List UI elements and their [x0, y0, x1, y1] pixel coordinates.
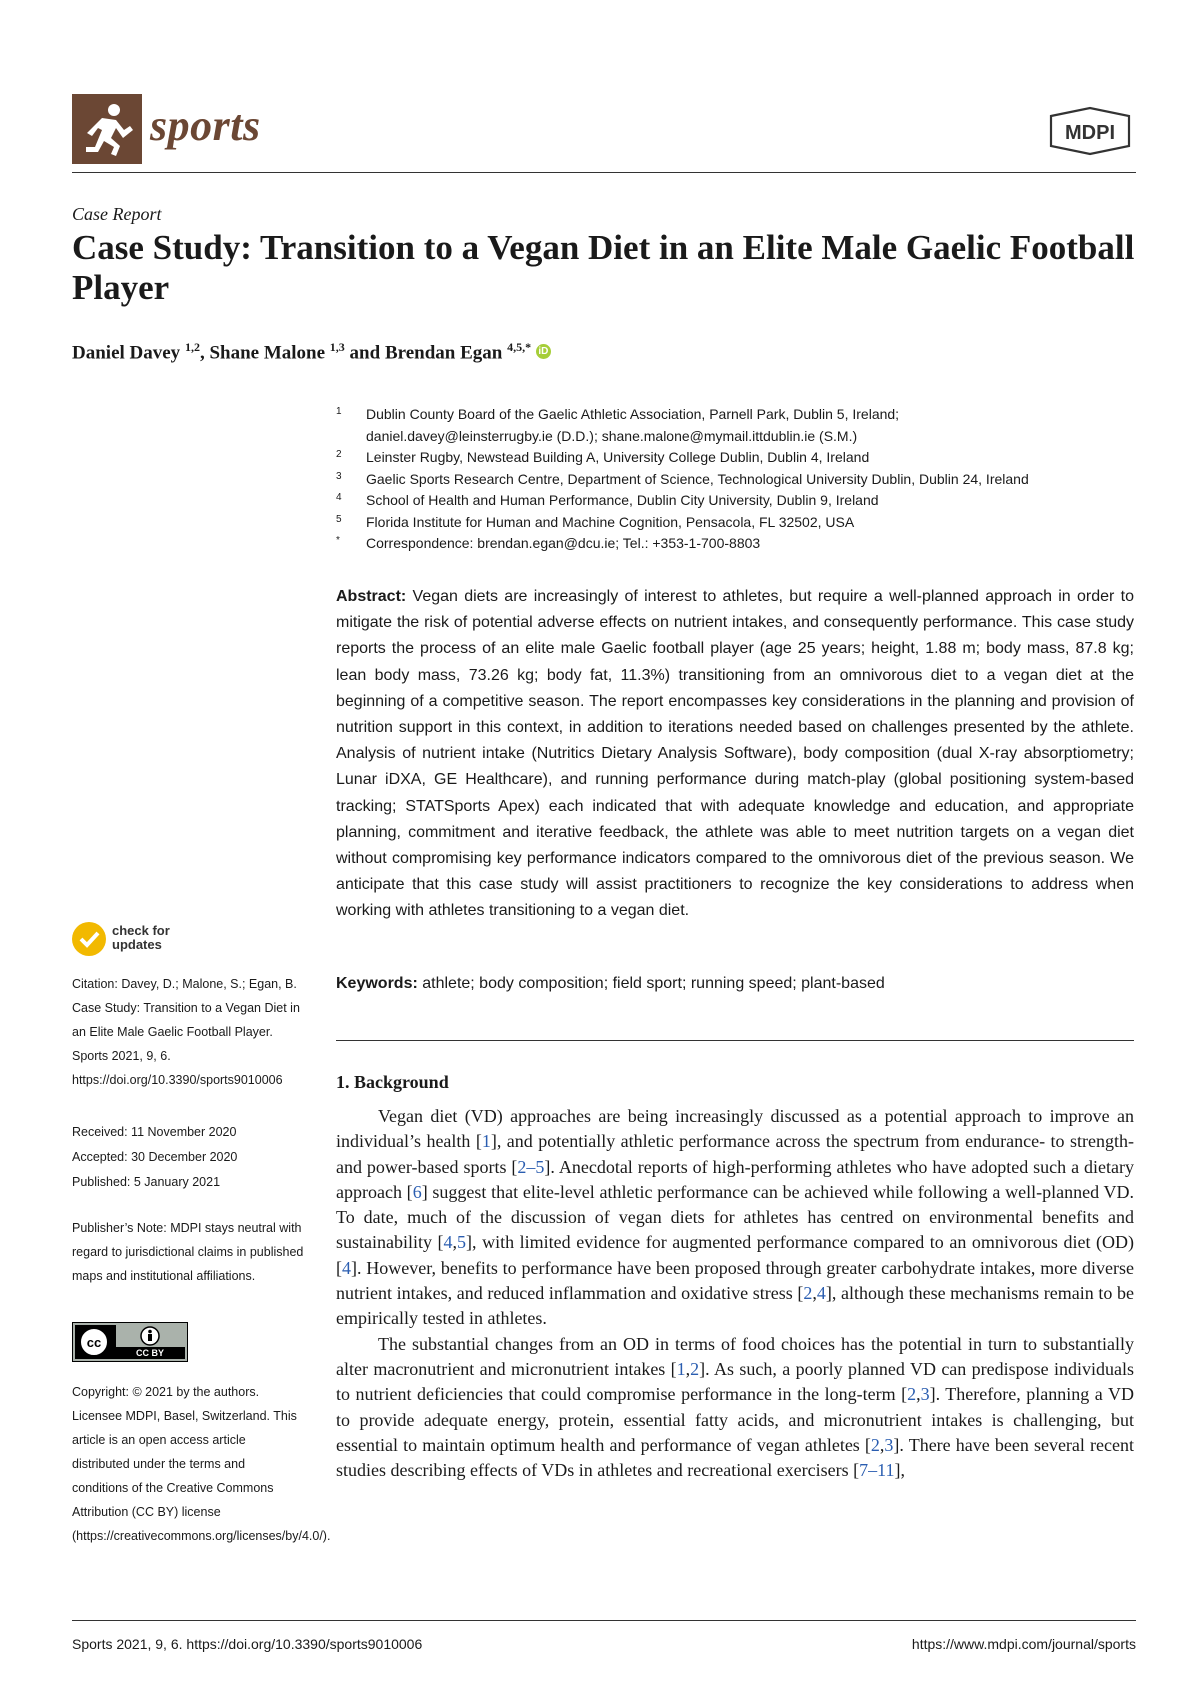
- footer-rule: [72, 1620, 1136, 1621]
- paragraph-text: ],: [894, 1460, 905, 1481]
- citation-link[interactable]: 3: [884, 1434, 894, 1455]
- citation-link[interactable]: 1: [676, 1358, 686, 1379]
- citation-link[interactable]: 7–11: [859, 1460, 895, 1481]
- paragraph-text: ] suggest that elite-level athletic performance can be achieved while following a well-planned VD. To date, much of the discussion of vegan diets for athletes has centred on environmental benefits and sustainability [: [336, 1181, 1134, 1253]
- citation-link[interactable]: 6: [412, 1181, 422, 1202]
- abstract-text: Vegan diets are increasingly of interest to athletes, but require a well-planned approach in order to mitigate the risk of potential adverse effects on nutrient intakes, and consequently performance. This case study reports the process of an elite male Gaelic football player (age 25 years; height, 1.88 m; body mass, 87.8 kg; lean body mass, 73.26 kg; body fat, 11.3%) transitioning from an omnivorous diet to a vegan diet at the beginning of a competitive season. The report encompasses key considerations in the planning and provision of nutrition support in this context, in addition to iterations needed based on challenges presented by the athlete. Analysis of nutrient intake (Nutritics Dietary Analysis Software), body composition (dual X-ray absorptiometry; Lunar iDXA, GE Healthcare), and running performance during match-play (global positioning system-based tracking; STATSports Apex) each indicated that with adequate knowledge and education, and appropriate planning, commitment and iterative feedback, the athlete was able to meet nutrition targets on a vegan diet without compromising key performance indicators compared to the omnivorous diet of the previous season. We anticipate that this case study will assist practitioners to recognize the key considerations to address when working with athletes transitioning to a vegan diet.: [336, 588, 1134, 920]
- author-name: Brendan Egan: [384, 342, 503, 364]
- keywords-text: athlete; body composition; field sport; running speed; plant-based: [422, 975, 885, 992]
- citation-link[interactable]: 3: [920, 1384, 930, 1405]
- paragraph-text: ], with limited evidence for augmented performance compared to an omnivorous diet (OD) [: [336, 1232, 1134, 1278]
- journal-url[interactable]: https://www.mdpi.com/journal/sports: [911, 1636, 1136, 1652]
- publisher-name: MDPI: [1065, 122, 1115, 144]
- citation-link[interactable]: 4: [342, 1257, 351, 1278]
- author-affiliation-marks: 4,5,*: [507, 340, 532, 354]
- author-affiliation-marks: 1,3: [329, 340, 345, 354]
- citation-link[interactable]: 2: [907, 1384, 917, 1405]
- body-paragraph: [336, 1104, 1134, 1332]
- article-title: Case Study: Transition to a Vegan Diet in an Elite Male Gaelic Football Player: [72, 228, 1135, 307]
- checkmark-icon: [72, 922, 106, 956]
- paragraph-text: Vegan diet (VD) approaches are being increasingly discussed as a potential approach to improve an individual’s health [: [336, 1106, 1134, 1152]
- author-name: Daniel Davey: [72, 342, 181, 364]
- citation-link[interactable]: 4: [816, 1283, 826, 1304]
- paragraph-text: The substantial changes from an OD in terms of food choices has the potential in turn to substantially alter macronutrient and micronutrient intakes [: [336, 1333, 1134, 1379]
- check-for-updates-label: check for updates: [112, 923, 170, 952]
- affiliation: 2 Leinster Rugby, Newstead Building A, University College Dublin, Dublin 4, Ireland: [336, 449, 870, 465]
- svg-text:cc: cc: [86, 1335, 102, 1350]
- journal-name: sports: [150, 101, 261, 150]
- abstract: [336, 584, 1134, 925]
- citation-link[interactable]: 2–5: [517, 1156, 545, 1177]
- footer-citation: Sports 2021, 9, 6. https://doi.org/10.3390/sports9010006: [72, 1636, 423, 1652]
- section-heading: 1. Background: [336, 1072, 449, 1092]
- body-paragraph: [336, 1332, 1134, 1484]
- mdpi-logo: [1045, 106, 1135, 156]
- affiliation: 4 School of Health and Human Performance, Dublin City University, Dublin 9, Ireland: [336, 492, 879, 508]
- copyright-notice: Copyright: © 2021 by the authors. Licensee MDPI, Basel, Switzerland. This article is an open access article distributed under the terms and conditions of the Creative Commons Attribution (CC BY) license (https://creativecommons.org/licenses/by/4.0/).: [72, 1385, 331, 1543]
- affiliation: 1 Dublin County Board of the Gaelic Athletic Association, Parnell Park, Dublin 5, Ireland;: [336, 406, 900, 422]
- paragraph-text: ]. There have been several recent studies describing effects of VDs in athletes and recreational exercisers [: [336, 1434, 1134, 1481]
- paragraph-text: ,: [452, 1232, 458, 1253]
- section-body: [336, 1104, 1134, 1483]
- citation-link[interactable]: 5: [457, 1232, 467, 1253]
- received-date: Received: 11 November 2020: [72, 1125, 237, 1139]
- paragraph-text: ]. As such, a poorly planned VD can predispose individuals to nutrient deficiencies that could compromise performance in the long-term [: [336, 1358, 1134, 1405]
- citation-link[interactable]: 4: [443, 1232, 453, 1253]
- citation-link[interactable]: 2: [870, 1434, 880, 1455]
- published-date: Published: 5 January 2021: [72, 1175, 221, 1189]
- author-affiliation-marks: 1,2: [184, 340, 200, 354]
- citation: Citation: Davey, D.; Malone, S.; Egan, B. Case Study: Transition to a Vegan Diet in an Elite Male Gaelic Football Player. Sports 2021, 9, 6. https://doi.org/10.3390/sports9010006: [72, 977, 300, 1087]
- abstract-label: Abstract:: [336, 588, 407, 605]
- paragraph-text: ,: [916, 1384, 921, 1405]
- header-rule: [72, 172, 1136, 173]
- paragraph-text: ]. Therefore, planning a VD to provide adequate energy, protein, essential fatty acids, and micronutrient intakes is challenging, but essential to maintain optimum health and performance of vegan athletes [: [336, 1384, 1134, 1455]
- paragraph-text: ], and potentially athletic performance across the spectrum from endurance- to strength- and power-based sports [: [336, 1131, 1134, 1177]
- runner-icon: [72, 94, 142, 164]
- accepted-date: Accepted: 30 December 2020: [72, 1150, 238, 1164]
- abstract-rule: [336, 1040, 1134, 1041]
- author-name: Shane Malone: [209, 342, 326, 364]
- journal-logo: [72, 94, 142, 164]
- license-badge-text: CC BY: [135, 1348, 165, 1358]
- paragraph-text: ,: [685, 1358, 691, 1379]
- citation-link[interactable]: 2: [690, 1358, 700, 1379]
- keywords-label: Keywords:: [336, 975, 418, 992]
- paragraph-text: ], although these mechanisms remain to be empirically tested in athletes.: [336, 1283, 1134, 1329]
- affiliation: 5 Florida Institute for Human and Machine Cognition, Pensacola, FL 32502, USA: [336, 513, 855, 530]
- paragraph-text: ]. Anecdotal reports of high-performing athletes who have adopted such a dietary approach [: [336, 1156, 1135, 1202]
- affiliations: [336, 404, 1136, 555]
- affiliation: daniel.davey@leinsterrugby.ie (D.D.); shane.malone@mymail.ittdublin.ie (S.M.): [366, 427, 858, 444]
- cc-by-license-badge[interactable]: [72, 1322, 188, 1362]
- correspondence: * Correspondence: brendan.egan@dcu.ie; Tel.: +353-1-700-8803: [336, 535, 761, 551]
- article-type: Case Report: [72, 204, 162, 224]
- publisher-note: Publisher’s Note: MDPI stays neutral with regard to jurisdictional claims in published maps and institutional affiliations.: [72, 1221, 304, 1283]
- citation-link[interactable]: 1: [481, 1131, 491, 1152]
- keywords: [336, 975, 1134, 993]
- paragraph-text: ]. However, benefits to performance have been proposed through greater carbohydrate intakes, more diverse nutrient intakes, and reduced inflammation and oxidative stress [: [336, 1257, 1134, 1304]
- affiliation: 3 Gaelic Sports Research Centre, Department of Science, Technological University Dublin, Dublin 24, Ireland: [336, 470, 1029, 487]
- paragraph-text: ,: [879, 1434, 885, 1455]
- author-list: Daniel Davey $^{1,2}$, Shane Malone $^{1,3}$ and Brendan Egan $^{4,5,*}$ iD: [72, 340, 551, 364]
- paragraph-text: ,: [812, 1283, 817, 1304]
- orcid-icon[interactable]: iD: [536, 344, 551, 359]
- citation-link[interactable]: 2: [803, 1283, 813, 1304]
